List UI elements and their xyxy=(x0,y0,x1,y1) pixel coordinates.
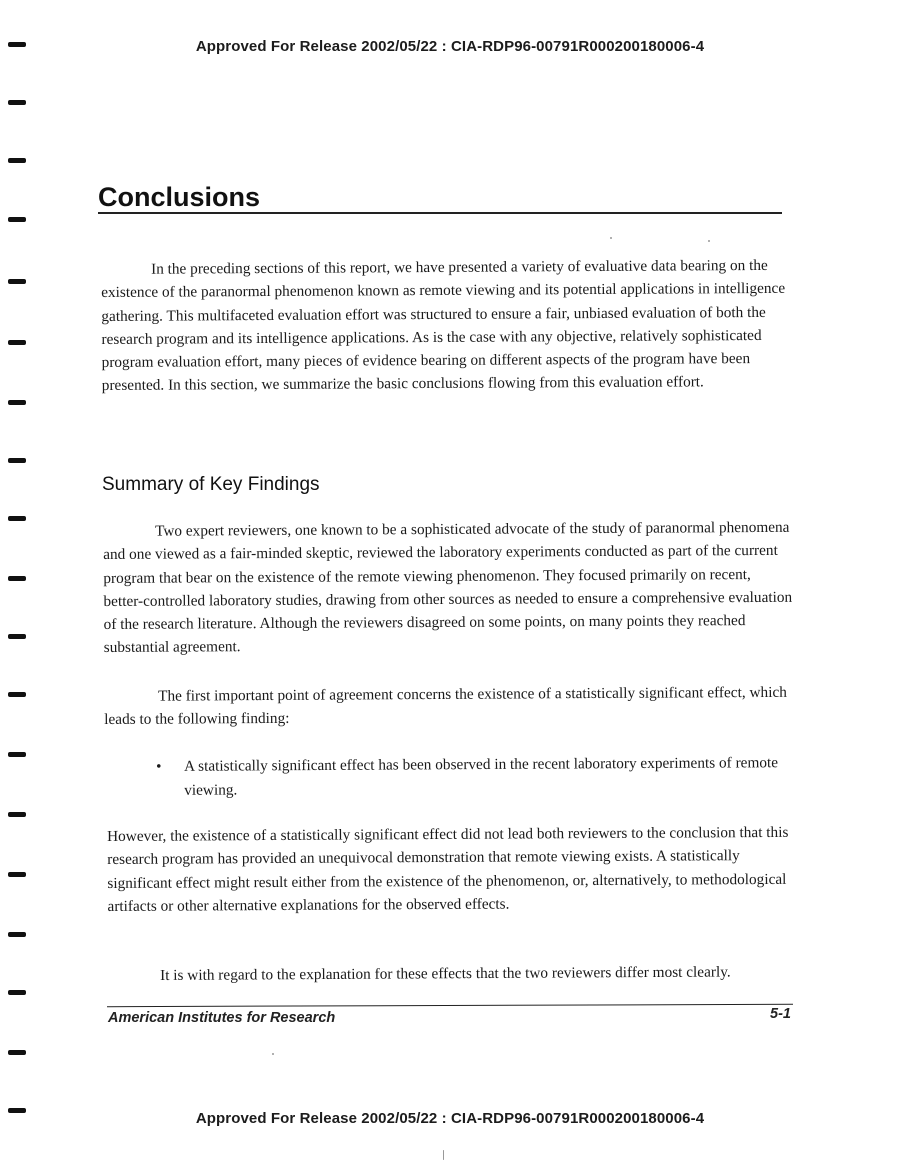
page-title: Conclusions xyxy=(98,182,261,212)
key-finding-text: A statistically significant effect has been observed in the recent laboratory experiments of remote viewing. xyxy=(184,754,779,799)
agreement-paragraph: The first important point of agreement concerns the existence of a statistically significant effect, which leads to the following finding: xyxy=(104,683,787,729)
reviewers-paragraph: Two expert reviewers, one known to be a sophisticated advocate of the study of paranormal phenomena and one viewed as a fair-minded skeptic, reviewed the laboratory experiments conducted as part of the current program that bear on the existence of the remote viewing phenomenon. They focused primarily on recent, better-controlled laboratory studies, drawing from other sources as needed to ensure a comprehensive evaluation of the research literature. Although the reviewers disagreed on some points, on many points they reached substantial agreement. xyxy=(103,518,793,657)
release-stamp-bottom: Approved For Release 2002/05/22 : CIA-RDP96-00791R000200180006-4 xyxy=(195,1110,705,1127)
punch-mark xyxy=(8,100,26,105)
punch-mark xyxy=(8,158,26,163)
scan-speck xyxy=(443,1150,444,1160)
punch-mark xyxy=(8,400,26,405)
section-heading: Summary of Key Findings xyxy=(102,474,320,495)
scan-speck xyxy=(708,240,710,242)
punch-mark xyxy=(8,752,26,757)
title-underline xyxy=(98,212,782,214)
punch-mark xyxy=(8,576,26,581)
punch-mark xyxy=(8,340,26,345)
release-stamp-top: Approved For Release 2002/05/22 : CIA-RDP96-00791R000200180006-4 xyxy=(195,38,705,55)
scan-speck xyxy=(610,237,612,239)
bullet-dot: • xyxy=(156,757,162,775)
punch-mark xyxy=(8,692,26,697)
punch-mark xyxy=(8,516,26,521)
punch-mark xyxy=(8,872,26,877)
punch-mark xyxy=(8,1050,26,1055)
footer-page-number: 5-1 xyxy=(770,1006,791,1022)
punch-mark xyxy=(8,932,26,937)
intro-paragraph: In the preceding sections of this report, we have presented a variety of evaluative data bearing on the existence of the paranormal phenomenon known as remote viewing and its potential applications in intelligence gathering. This multifaceted evaluation effort was structured to ensure a fair, unbiased evaluation of both the research program and its intelligence applications. As is the case with any objective, relatively sophisticated program evaluation effort, many pieces of evidence bearing on different aspects of the program have been presented. In this section, we summarize the basic conclusions flowing from this evaluation effort. xyxy=(101,256,786,395)
key-finding-bullet xyxy=(156,751,796,799)
punch-mark xyxy=(8,634,26,639)
punch-mark xyxy=(8,458,26,463)
punch-mark xyxy=(8,279,26,284)
punch-mark xyxy=(8,990,26,995)
footer-rule xyxy=(107,1004,793,1007)
closing-paragraph: It is with regard to the explanation for these effects that the two reviewers differ most clearly. xyxy=(160,963,731,984)
scan-speck xyxy=(272,1053,274,1055)
binder-punch-marks xyxy=(0,0,40,1165)
caveat-paragraph: However, the existence of a statistically significant effect did not lead both reviewers to the conclusion that this research program has provided an unequivocal demonstration that remote viewing exists. A statistically significant effect might result either from the existence of the phenomenon, or, alternatively, to methodological artifacts or other alternative explanations for the observed effects. xyxy=(107,823,789,915)
punch-mark xyxy=(8,217,26,222)
punch-mark xyxy=(8,812,26,817)
footer-organization: American Institutes for Research xyxy=(108,1010,336,1026)
